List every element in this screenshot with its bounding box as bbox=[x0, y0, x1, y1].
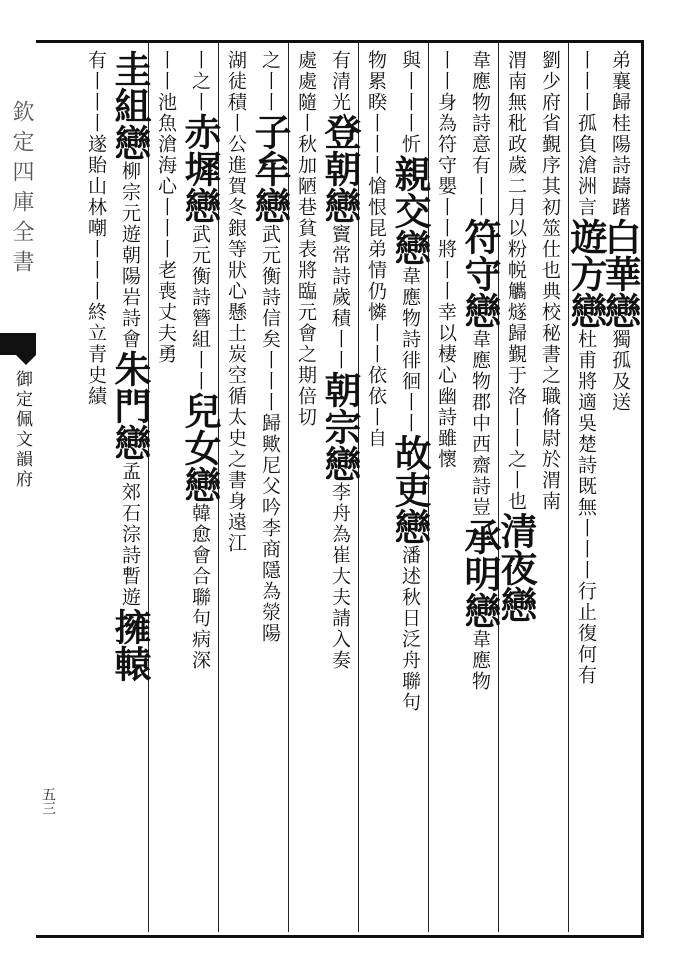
annotation-text: 杜甫將適吳楚詩既無 bbox=[575, 329, 597, 518]
headword: 遊方戀 bbox=[564, 218, 608, 329]
text-column-14 bbox=[149, 50, 183, 920]
spine-book-title: 御定佩文韻府 bbox=[12, 370, 32, 490]
headword: 清夜戀 bbox=[494, 512, 538, 623]
headword: 白華戀 bbox=[598, 218, 642, 329]
annotation-text: 丨丨丨終立青史績 bbox=[85, 239, 107, 407]
headword: 承明戀 bbox=[458, 518, 502, 629]
text-column-10 bbox=[289, 50, 323, 920]
annotation-text: 武元衡詩信矣丨丨丨歸歟尼父吟李商隱為滎陽 bbox=[259, 224, 281, 644]
text-column-13 bbox=[178, 50, 222, 920]
headword: 兒女戀 bbox=[178, 392, 222, 503]
annotation-text: 丨之丨 bbox=[189, 50, 211, 113]
annotation-text: 湖徒積丨 bbox=[225, 50, 247, 134]
fishtail-mark-icon bbox=[0, 333, 36, 355]
annotation-text: 孟郊石淙詩暫遊 bbox=[119, 461, 141, 608]
annotation-text: 韋應物郡中西齋詩豈 bbox=[469, 329, 491, 518]
annotation-text: 丨丨身為符守嬰 bbox=[435, 50, 457, 197]
text-column-12 bbox=[219, 50, 253, 920]
headword: 符守戀 bbox=[458, 218, 502, 329]
headword: 登朝戀 bbox=[318, 113, 362, 224]
text-column-9 bbox=[318, 50, 362, 920]
text-column-3 bbox=[533, 50, 567, 920]
annotation-text: 歸桂陽詩躊躇 bbox=[609, 92, 631, 218]
annotation-text: 潘述秋日泛舟聯句 bbox=[399, 545, 421, 713]
spine-header-text: 欽定四庫全書 bbox=[9, 100, 34, 280]
annotation-text: 處處隨 bbox=[295, 50, 317, 113]
annotation-text: 李舟為崔大夫請入奏 bbox=[329, 482, 351, 671]
annotation-text: 丨秋加陋巷貧 bbox=[295, 113, 317, 239]
annotation-text: 武元衡詩簪組丨丨 bbox=[189, 224, 211, 392]
text-column-11 bbox=[248, 50, 292, 920]
annotation-text: 韋應物詩徘徊丨丨 bbox=[399, 266, 421, 434]
annotation-text: 仍憐丨丨依依丨自 bbox=[365, 281, 387, 449]
annotation-text: 有清光 bbox=[329, 50, 351, 113]
headword: 故吏戀 bbox=[388, 434, 432, 545]
headword: 朱門戀 bbox=[108, 350, 152, 461]
annotation-text: 丨丨丨行止復何有 bbox=[575, 518, 597, 686]
annotation-text: 丨丨丨孤負滄洲言 bbox=[575, 50, 597, 218]
annotation-text: 渭南無秕政歲二月以粉帨觿燧歸覲于洛丨丨之丨也 bbox=[505, 50, 527, 512]
annotation-text: 詩雖懷 bbox=[435, 407, 457, 470]
text-column-4 bbox=[494, 50, 538, 920]
annotation-text: 與丨丨丨忻 bbox=[399, 50, 421, 155]
text-column-7 bbox=[388, 50, 432, 920]
text-column-1 bbox=[598, 50, 642, 920]
annotation-text: 獨孤 bbox=[609, 329, 631, 371]
headword: 圭組戀 bbox=[108, 50, 152, 161]
book-spine bbox=[0, 40, 56, 935]
headword: 擁轅 bbox=[108, 608, 152, 682]
annotation-text: 丨丨將丨丨幸以棲心幽 bbox=[435, 197, 457, 407]
annotation-text: 韋應物詩意有丨丨 bbox=[469, 50, 491, 218]
annotation-text: 丨丨丨老喪丈夫勇 bbox=[155, 197, 177, 365]
headword: 赤墀戀 bbox=[178, 113, 222, 224]
text-column-5 bbox=[458, 50, 502, 920]
headword: 朝宗戀 bbox=[318, 371, 362, 482]
annotation-text: 物累睽 bbox=[365, 50, 387, 113]
annotation-text: 韓愈會合聯句病深 bbox=[189, 503, 211, 671]
annotation-text: 及送 bbox=[609, 371, 631, 413]
annotation-text: 劉少府省覲序其初筮仕也典校秘書之職脩尉於渭南 bbox=[539, 50, 561, 512]
annotation-text: 弟 bbox=[609, 50, 631, 71]
annotation-text: 韋應物 bbox=[469, 629, 491, 692]
annotation-text: 竇常詩歲積丨丨 bbox=[329, 224, 351, 371]
annotation-text: 公進賀冬銀等狀心懸土炭空循太史之書身遠江 bbox=[225, 134, 247, 554]
annotation-text: 襄 bbox=[609, 71, 631, 92]
annotation-text: 之丨丨 bbox=[259, 50, 281, 113]
text-column-15 bbox=[108, 50, 152, 920]
annotation-text: 表將臨元會之期倍切 bbox=[295, 239, 317, 428]
page-number: 五三 bbox=[40, 787, 56, 815]
annotation-text: 丨丨丨愴恨昆弟情 bbox=[365, 113, 387, 281]
headword: 子牟戀 bbox=[248, 113, 292, 224]
headword: 親交戀 bbox=[388, 155, 432, 266]
text-column-16 bbox=[79, 50, 113, 920]
text-column-2 bbox=[564, 50, 608, 920]
text-column-6 bbox=[429, 50, 463, 920]
annotation-text: 丨丨池魚滄海心 bbox=[155, 50, 177, 197]
annotation-text: 柳宗元遊朝陽岩詩會 bbox=[119, 161, 141, 350]
annotation-text: 有丨丨丨遂貽山林嘲 bbox=[85, 50, 107, 239]
text-column-8 bbox=[359, 50, 393, 920]
